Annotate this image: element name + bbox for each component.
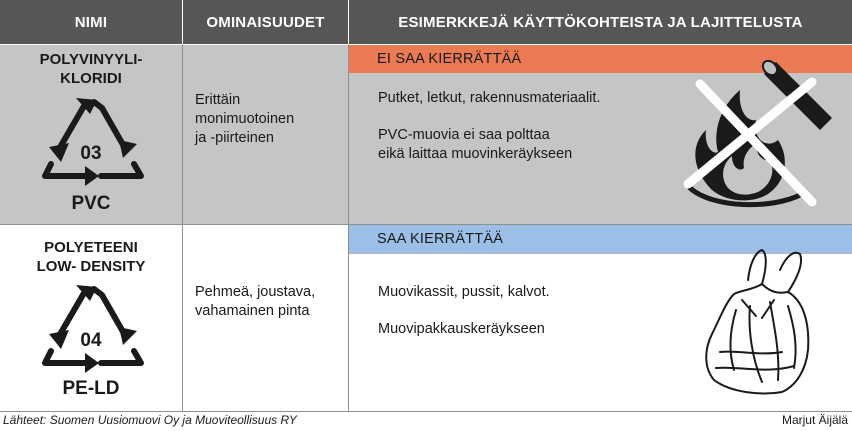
plastic-name-pvc: POLYVINYYLI- KLORIDI bbox=[39, 51, 143, 87]
crossed-out-fire-icon bbox=[682, 60, 842, 215]
plastic-abbreviation: PVC bbox=[71, 193, 111, 214]
example-text: Muovipakkauskeräykseen bbox=[378, 321, 545, 337]
recycle-triangle-icon bbox=[37, 281, 149, 377]
plastic-bag-icon bbox=[690, 240, 840, 400]
header-examples: ESIMERKKEJÄ KÄYTTÖKOHTEISTA JA LAJITTELUSTA bbox=[349, 0, 852, 44]
resin-code: 04 bbox=[80, 330, 102, 351]
example-text: PVC-muovia ei saa polttaa eikä laittaa muovinkeräykseen bbox=[378, 127, 573, 162]
author-credit: Marjut Äijälä bbox=[781, 413, 848, 427]
header-name: NIMI bbox=[0, 0, 182, 44]
table-bottom-border bbox=[0, 411, 852, 412]
plastic-name-pe-ld: POLYETEENI LOW- DENSITY bbox=[36, 239, 146, 275]
example-text: Putket, letkut, rakennusmateriaalit. bbox=[378, 90, 601, 106]
resin-code: 03 bbox=[80, 143, 102, 164]
header-properties: OMINAISUUDET bbox=[183, 0, 348, 44]
plastic-abbreviation: PE-LD bbox=[62, 378, 120, 399]
example-text: Muovikassit, pussit, kalvot. bbox=[378, 284, 550, 300]
status-badge: SAA KIERRÄTTÄÄ bbox=[349, 225, 852, 253]
properties-pvc: Erittäin monimuotoinen ja -piirteinen bbox=[195, 92, 295, 146]
status-badge: EI SAA KIERRÄTTÄÄ bbox=[349, 45, 852, 73]
recycle-triangle-icon bbox=[37, 94, 149, 190]
sources-note: Lähteet: Suomen Uusiomuovi Oy ja Muoviteollisuus RY bbox=[3, 413, 297, 427]
properties-pe-ld: Pehmeä, joustava, vahamainen pinta bbox=[195, 284, 316, 319]
column-divider bbox=[182, 44, 183, 412]
